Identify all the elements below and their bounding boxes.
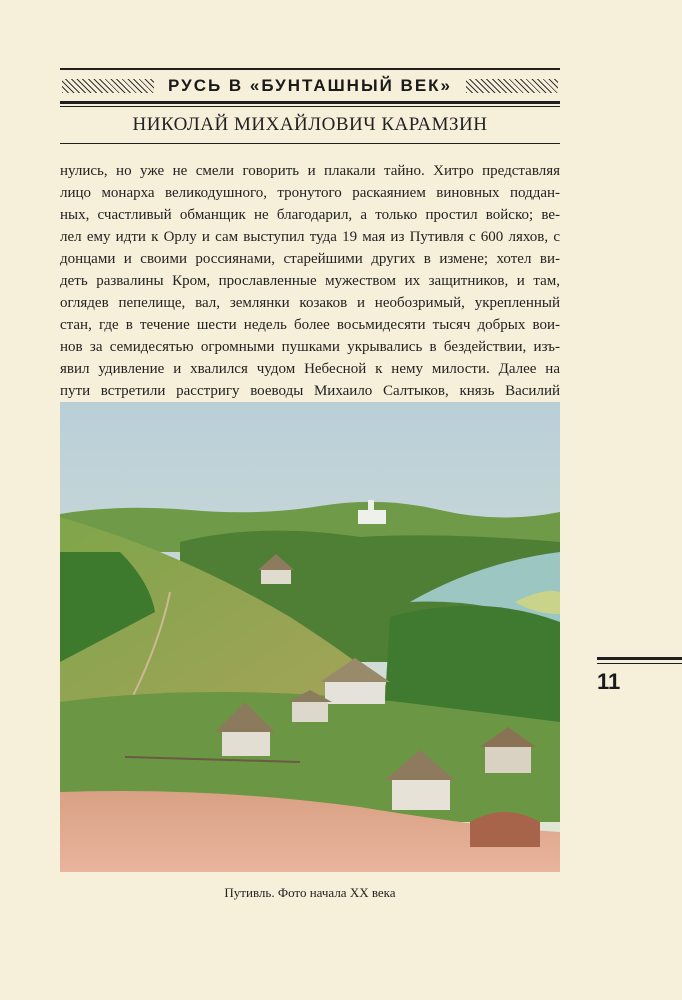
page-number-rule-thick (597, 657, 682, 660)
body-paragraph (60, 160, 560, 424)
photo-caption: Путивль. Фото начала XX века (224, 885, 396, 900)
header-bottom-rule-thick (60, 101, 560, 104)
text-line: деть развалины Кром, прославленные мужеством их защитников, и там, (60, 273, 560, 289)
series-title: РУСЬ В «БУНТАШНЫЙ ВЕК» (168, 76, 452, 95)
text-line: пути встретили расстригу воеводы Михаило Салтыков, князь Василий (60, 383, 560, 399)
text-line: лицо монарха великодушного, тронутого раскаянием виновных поддан- (60, 185, 560, 201)
text-line: оглядев пепелище, вал, землянки козаков и необозримый, укрепленный (60, 295, 560, 311)
text-line: лел ему идти к Орлу и сам выступил туда 19 мая из Путивля с 600 ляхов, с (60, 229, 560, 245)
text-line: донцами и своими россиянами, старейшими других в измене; хотел ви- (60, 251, 560, 267)
author-name: НИКОЛАЙ МИХАЙЛОВИЧ КАРАМЗИН (132, 114, 488, 135)
header-hatch-right (466, 79, 558, 93)
village-photo (60, 402, 560, 872)
text-line: нов за семидесятью огромными пушками укрывались в бездействии, изъ- (60, 339, 560, 355)
header-bottom-rule-thin (60, 106, 560, 107)
text-line: ных, счастливый обманщик не благодарил, а только простил войско; ве- (60, 207, 560, 223)
author-underline (60, 143, 560, 144)
text-line: стан, где в течение шести недель более восьмидесяти тысяч добрых вои- (60, 317, 560, 333)
header-hatch-left (62, 79, 154, 93)
page-number: 11 (597, 669, 621, 694)
text-line: явил удивление и хвалился чудом Небесной к нему милости. Далее на (60, 361, 560, 377)
page-number-rule-thin (597, 663, 682, 664)
landscape-illustration (60, 402, 560, 872)
text-line: нулись, но уже не смели говорить и плакали тайно. Хитро представляя (60, 163, 560, 179)
header-top-rule (60, 68, 560, 70)
